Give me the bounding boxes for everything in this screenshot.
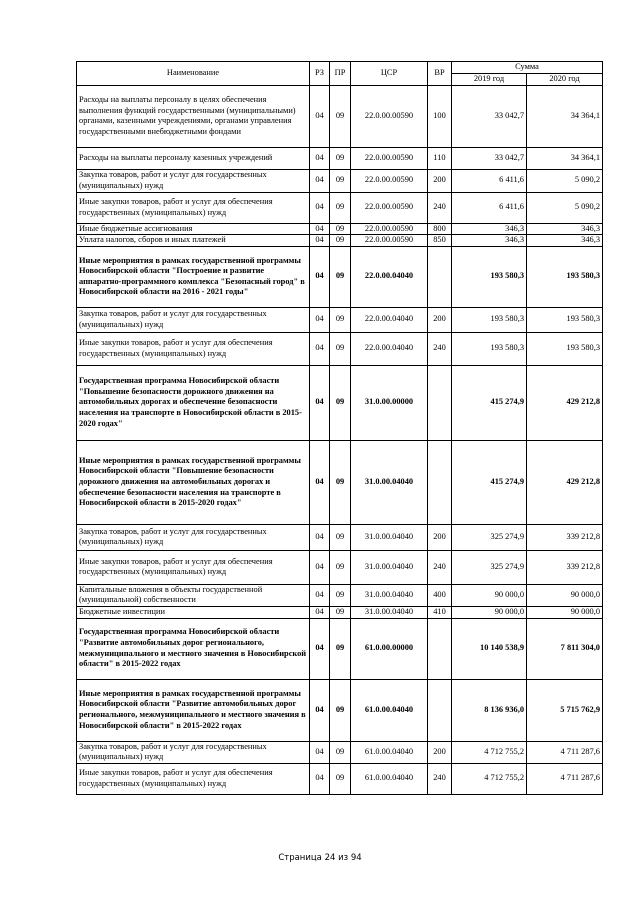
row-name: Государственная программа Новосибирской области "Повышение безопасности дорожного движения на автомобильных дорогах и обеспечение безопасности населения на транспорте в Новосибирской области в 2015-2020 годах" xyxy=(77,365,310,440)
row-pr: 09 xyxy=(330,606,351,618)
table-row xyxy=(77,679,603,741)
row-csr: 31.0.00.04040 xyxy=(351,550,428,584)
table-body xyxy=(77,85,603,794)
row-amount-2020: 339 212,8 xyxy=(527,550,603,584)
header-sum: Сумма xyxy=(452,62,603,74)
row-vr xyxy=(428,365,452,440)
row-csr: 22.0.00.00590 xyxy=(351,169,428,192)
row-rz: 04 xyxy=(310,741,330,763)
row-name: Бюджетные инвестиции xyxy=(77,606,310,618)
row-amount-2020: 193 580,3 xyxy=(527,332,603,365)
row-vr: 800 xyxy=(428,223,452,235)
row-amount-2019: 90 000,0 xyxy=(452,606,527,618)
row-csr: 31.0.00.04040 xyxy=(351,606,428,618)
row-amount-2020: 5 715 762,9 xyxy=(527,679,603,741)
row-pr: 09 xyxy=(330,679,351,741)
row-csr: 31.0.00.04040 xyxy=(351,584,428,606)
row-amount-2019: 193 580,3 xyxy=(452,246,527,307)
row-csr: 22.0.00.00590 xyxy=(351,223,428,235)
row-amount-2019: 415 274,9 xyxy=(452,440,527,524)
row-vr xyxy=(428,679,452,741)
header-pr: ПР xyxy=(330,62,351,86)
row-amount-2020: 5 090,2 xyxy=(527,169,603,192)
row-csr: 22.0.00.00590 xyxy=(351,147,428,169)
row-rz: 04 xyxy=(310,618,330,679)
row-csr: 22.0.00.00590 xyxy=(351,85,428,147)
row-pr: 09 xyxy=(330,365,351,440)
row-amount-2020: 5 090,2 xyxy=(527,192,603,223)
row-vr: 200 xyxy=(428,169,452,192)
row-amount-2019: 193 580,3 xyxy=(452,332,527,365)
row-rz: 04 xyxy=(310,235,330,247)
table-row xyxy=(77,246,603,307)
row-rz: 04 xyxy=(310,332,330,365)
row-amount-2020: 193 580,3 xyxy=(527,307,603,332)
row-name: Расходы на выплаты персоналу казенных учреждений xyxy=(77,147,310,169)
row-rz: 04 xyxy=(310,440,330,524)
row-name: Государственная программа Новосибирской области "Развитие автомобильных дорог регионального, межмуниципального и местного значения в Новосибирской области" в 2015-2022 годах xyxy=(77,618,310,679)
row-rz: 04 xyxy=(310,307,330,332)
row-vr xyxy=(428,440,452,524)
row-pr: 09 xyxy=(330,169,351,192)
table-row xyxy=(77,192,603,223)
row-amount-2020: 4 711 287,6 xyxy=(527,763,603,794)
row-csr: 31.0.00.04040 xyxy=(351,524,428,550)
table-row xyxy=(77,332,603,365)
row-rz: 04 xyxy=(310,147,330,169)
table-row xyxy=(77,223,603,235)
row-vr: 410 xyxy=(428,606,452,618)
header-rz: РЗ xyxy=(310,62,330,86)
row-vr xyxy=(428,618,452,679)
row-amount-2020: 429 212,8 xyxy=(527,365,603,440)
row-amount-2020: 34 364,1 xyxy=(527,85,603,147)
row-amount-2019: 346,3 xyxy=(452,235,527,247)
table-row xyxy=(77,85,603,147)
row-amount-2019: 193 580,3 xyxy=(452,307,527,332)
page-number: Страница 24 из 94 xyxy=(278,853,362,863)
row-amount-2020: 429 212,8 xyxy=(527,440,603,524)
row-name: Закупка товаров, работ и услуг для государственных (муниципальных) нужд xyxy=(77,169,310,192)
row-vr: 240 xyxy=(428,192,452,223)
row-rz: 04 xyxy=(310,550,330,584)
row-name: Иные мероприятия в рамках государственной программы Новосибирской области "Построение и развитие аппаратно-программного комплекса "Безопасный город" в Новосибирской области на 2016 - 2021 годы" xyxy=(77,246,310,307)
row-rz: 04 xyxy=(310,679,330,741)
row-vr: 110 xyxy=(428,147,452,169)
row-amount-2019: 325 274,9 xyxy=(452,524,527,550)
row-vr: 850 xyxy=(428,235,452,247)
row-amount-2020: 90 000,0 xyxy=(527,606,603,618)
row-amount-2020: 4 711 287,6 xyxy=(527,741,603,763)
row-amount-2020: 7 811 304,0 xyxy=(527,618,603,679)
row-name: Иные закупки товаров, работ и услуг для обеспечения государственных (муниципальных) нужд xyxy=(77,332,310,365)
row-pr: 09 xyxy=(330,223,351,235)
row-rz: 04 xyxy=(310,246,330,307)
row-amount-2019: 8 136 936,0 xyxy=(452,679,527,741)
row-pr: 09 xyxy=(330,235,351,247)
row-pr: 09 xyxy=(330,584,351,606)
table-row xyxy=(77,307,603,332)
row-pr: 09 xyxy=(330,618,351,679)
row-amount-2020: 346,3 xyxy=(527,223,603,235)
row-csr: 22.0.00.04040 xyxy=(351,246,428,307)
row-name: Иные бюджетные ассигнования xyxy=(77,223,310,235)
row-rz: 04 xyxy=(310,584,330,606)
row-name: Иные мероприятия в рамках государственной программы Новосибирской области "Повышение безопасности дорожного движения на автомобильных дорогах и обеспечение безопасности населения на транспорте в Новосибирской области в 2015-2020 годах" xyxy=(77,440,310,524)
row-rz: 04 xyxy=(310,365,330,440)
table-row xyxy=(77,147,603,169)
header-year-2020: 2020 год xyxy=(527,74,603,86)
row-vr: 240 xyxy=(428,332,452,365)
row-name: Закупка товаров, работ и услуг для государственных (муниципальных) нужд xyxy=(77,307,310,332)
row-pr: 09 xyxy=(330,332,351,365)
row-amount-2020: 346,3 xyxy=(527,235,603,247)
row-name: Расходы на выплаты персоналу в целях обеспечения выполнения функций государственными (муниципальными) органами, казенными учреждениями, органами управления государственными внебюджетными фондами xyxy=(77,85,310,147)
row-csr: 61.0.00.04040 xyxy=(351,679,428,741)
row-vr: 240 xyxy=(428,550,452,584)
row-name: Закупка товаров, работ и услуг для государственных (муниципальных) нужд xyxy=(77,524,310,550)
row-vr xyxy=(428,246,452,307)
table-row xyxy=(77,550,603,584)
row-pr: 09 xyxy=(330,763,351,794)
row-vr: 200 xyxy=(428,307,452,332)
row-rz: 04 xyxy=(310,524,330,550)
table-row xyxy=(77,169,603,192)
row-csr: 61.0.00.00000 xyxy=(351,618,428,679)
row-name: Закупка товаров, работ и услуг для государственных (муниципальных) нужд xyxy=(77,741,310,763)
row-amount-2019: 4 712 755,2 xyxy=(452,763,527,794)
row-csr: 22.0.00.04040 xyxy=(351,332,428,365)
row-amount-2019: 33 042,7 xyxy=(452,147,527,169)
row-pr: 09 xyxy=(330,147,351,169)
row-pr: 09 xyxy=(330,246,351,307)
row-pr: 09 xyxy=(330,85,351,147)
row-csr: 22.0.00.00590 xyxy=(351,235,428,247)
row-name: Иные закупки товаров, работ и услуг для обеспечения государственных (муниципальных) нужд xyxy=(77,550,310,584)
header-name: Наименование xyxy=(77,62,310,86)
row-amount-2020: 34 364,1 xyxy=(527,147,603,169)
row-rz: 04 xyxy=(310,192,330,223)
row-vr: 200 xyxy=(428,524,452,550)
row-rz: 04 xyxy=(310,223,330,235)
table-row xyxy=(77,606,603,618)
header-year-2019: 2019 год xyxy=(452,74,527,86)
row-csr: 31.0.00.04040 xyxy=(351,440,428,524)
row-amount-2019: 33 042,7 xyxy=(452,85,527,147)
row-amount-2020: 90 000,0 xyxy=(527,584,603,606)
row-pr: 09 xyxy=(330,440,351,524)
table-row xyxy=(77,584,603,606)
header-csr: ЦСР xyxy=(351,62,428,86)
table-row xyxy=(77,524,603,550)
row-csr: 61.0.00.04040 xyxy=(351,763,428,794)
row-rz: 04 xyxy=(310,763,330,794)
row-name: Иные закупки товаров, работ и услуг для обеспечения государственных (муниципальных) нужд xyxy=(77,763,310,794)
row-pr: 09 xyxy=(330,307,351,332)
row-pr: 09 xyxy=(330,192,351,223)
row-csr: 61.0.00.04040 xyxy=(351,741,428,763)
row-vr: 100 xyxy=(428,85,452,147)
row-amount-2019: 6 411,6 xyxy=(452,169,527,192)
row-csr: 31.0.00.00000 xyxy=(351,365,428,440)
row-amount-2020: 339 212,8 xyxy=(527,524,603,550)
budget-table xyxy=(76,61,603,795)
row-amount-2019: 90 000,0 xyxy=(452,584,527,606)
header-vr: ВР xyxy=(428,62,452,86)
row-vr: 240 xyxy=(428,763,452,794)
row-name: Иные закупки товаров, работ и услуг для обеспечения государственных (муниципальных) нужд xyxy=(77,192,310,223)
table-header xyxy=(77,62,603,86)
row-csr: 22.0.00.00590 xyxy=(351,192,428,223)
row-amount-2019: 10 140 538,9 xyxy=(452,618,527,679)
row-pr: 09 xyxy=(330,550,351,584)
row-amount-2019: 415 274,9 xyxy=(452,365,527,440)
row-amount-2019: 325 274,9 xyxy=(452,550,527,584)
table-row xyxy=(77,618,603,679)
row-vr: 400 xyxy=(428,584,452,606)
row-vr: 200 xyxy=(428,741,452,763)
row-amount-2019: 4 712 755,2 xyxy=(452,741,527,763)
row-amount-2019: 346,3 xyxy=(452,223,527,235)
row-rz: 04 xyxy=(310,85,330,147)
row-name: Капитальные вложения в объекты государственной (муниципальной) собственности xyxy=(77,584,310,606)
row-amount-2020: 193 580,3 xyxy=(527,246,603,307)
row-name: Уплата налогов, сборов и иных платежей xyxy=(77,235,310,247)
table-row xyxy=(77,763,603,794)
row-pr: 09 xyxy=(330,524,351,550)
table-row xyxy=(77,235,603,247)
row-amount-2019: 6 411,6 xyxy=(452,192,527,223)
table-row xyxy=(77,440,603,524)
table-row xyxy=(77,365,603,440)
row-rz: 04 xyxy=(310,169,330,192)
row-csr: 22.0.00.04040 xyxy=(351,307,428,332)
row-pr: 09 xyxy=(330,741,351,763)
row-rz: 04 xyxy=(310,606,330,618)
row-name: Иные мероприятия в рамках государственной программы Новосибирской области "Развитие автомобильных дорог регионального, межмуниципального и местного значения в Новосибирской области" в 2015-2022 годах xyxy=(77,679,310,741)
table-row xyxy=(77,741,603,763)
